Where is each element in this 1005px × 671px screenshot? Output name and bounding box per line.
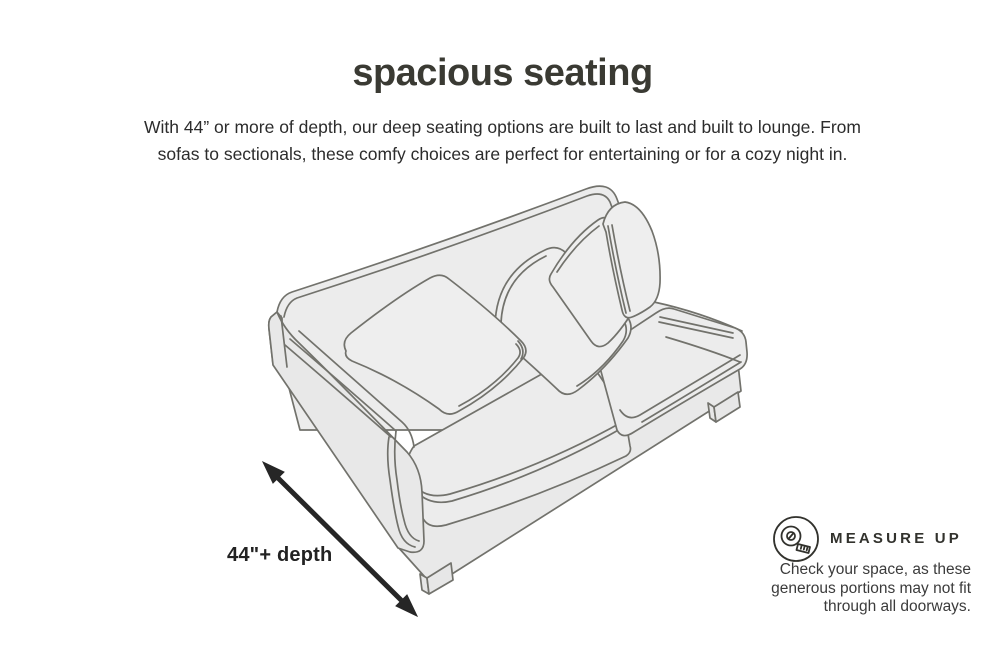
intro-line-2: sofas to sectionals, these comfy choices are perfect for entertaining or for a cozy night in. bbox=[157, 143, 848, 164]
intro-line-1: With 44” or more of depth, our deep seating options are built to last and built to lounge. From bbox=[144, 117, 861, 137]
measure-up-note bbox=[700, 561, 971, 617]
measure-up-note-line-2: generous portions may not fit bbox=[771, 579, 971, 597]
measure-up-note-line-3: through all doorways. bbox=[823, 598, 971, 615]
page-title: spacious seating bbox=[352, 52, 653, 94]
depth-dimension-label: 44"+ depth bbox=[227, 544, 333, 566]
measure-up-heading: MEASURE UP bbox=[830, 530, 963, 547]
measure-up-note-line-1: Check your space, as these bbox=[779, 561, 971, 578]
tape-measure-icon bbox=[772, 515, 820, 563]
